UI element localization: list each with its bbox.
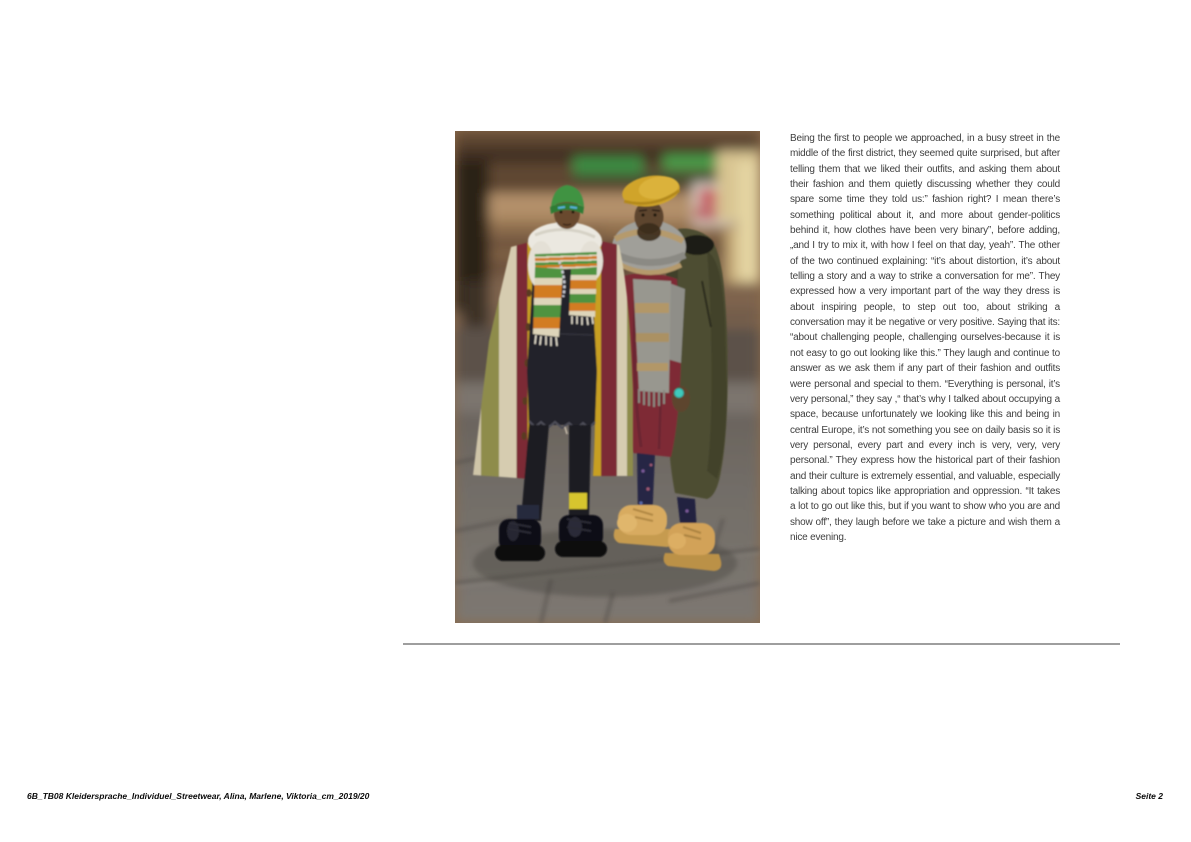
article-text: Being the first to people we approached, in a busy street in the middle of the first district, they seemed quite surprised, but after telling them that we liked their outfits, and asking them about their fashion and them quietly discussing whether they could spare some time they told us:” fashion right? I mean there’s something political about it, and more about gender-politics behind it, how clothes have been very binary”, before adding, „and I try to mix it, with how I feel on that day, yeah”. The other of the two continued explaining: “it’s about distortion, it’s about telling a story and a way to strike a conversation for me”. They expressed how a very important part of the way they dress is about inspiring people, to step out too, about striking a conversation may it be negative or very positive. Saying that its: “about challenging people, challenging ourselves-because it is not easy to go out looking like this.” They laugh and continue to answer as we ask them if any part of their fashion and outfits were personal and special to them. “Everything is personal, it’s very personal,” they say ,“ that’s why I talked about occupying a space, because unfortunately we looking like this and being in central Europe, it’s not something you see on daily basis so it is very personal, every part and every inch is very, very, very personal.” They express how the historical part of their fashion and their culture is extremely essential, and valuable, especially talking about topics like appropriation and oppression. “It takes a lot to go out like this, but if you want to show who you are and show off”, they laugh before we take a picture and wish them a nice evening.: [790, 133, 1060, 543]
street-photo: [455, 131, 760, 623]
street-photo-illustration: [455, 131, 760, 623]
footer-filename: 6B_TB08 Kleidersprache_Individuel_Streetwear, Alina, Marlene, Viktoria_cm_2019/20: [27, 791, 370, 801]
page-number: Seite 2: [1135, 791, 1163, 801]
divider-line: [403, 643, 1120, 645]
